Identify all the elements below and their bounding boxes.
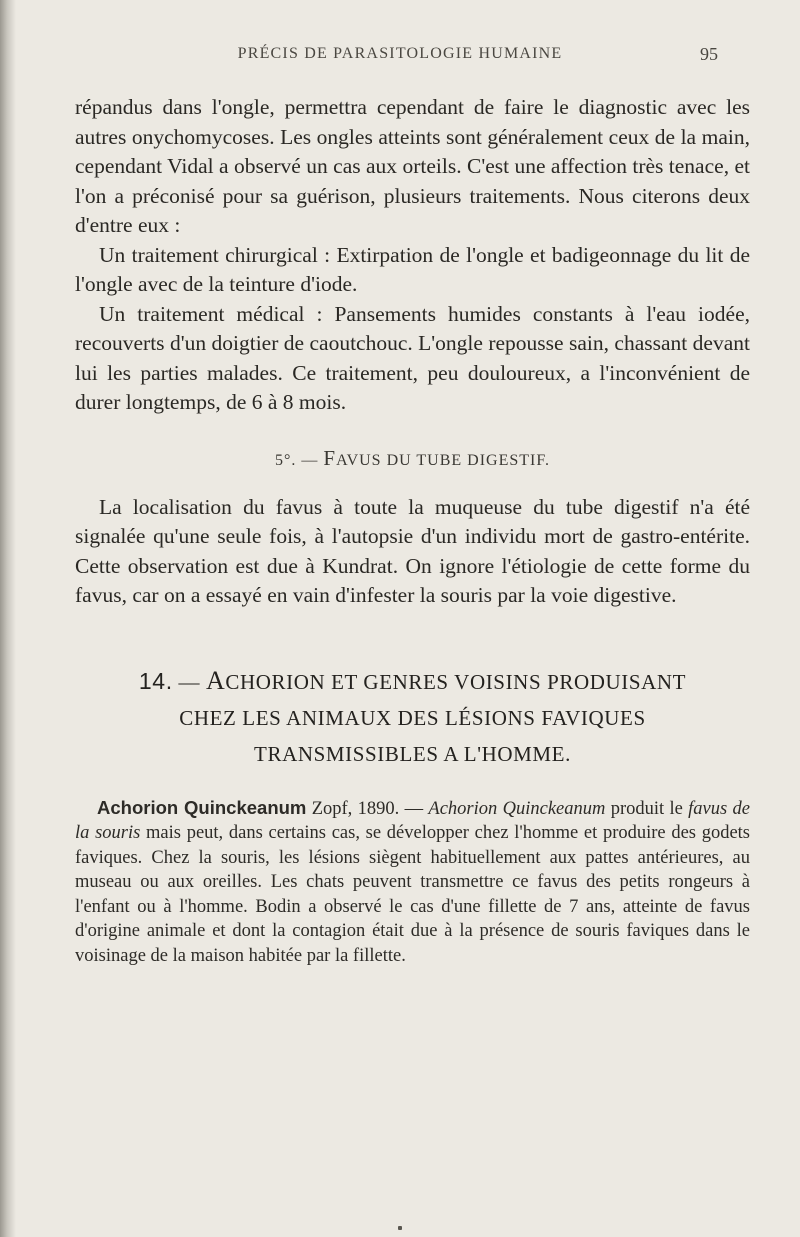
paragraph-digestive-favus: La localisation du favus à toute la muqueuse du tube digestif n'a été signalée qu'une seule fois, à l'autopsie d'un individu mort de gastro-entérite. Cette observation est due à Kundrat. On ignore l'étiologie de cette forme du favus, car on a essayé en vain d'infester la souris par la voie digestive. <box>75 494 750 607</box>
section-heading-line-3: TRANSMISSIBLES A L'HOMME. <box>254 741 571 766</box>
section-heading <box>75 663 750 772</box>
section-initial: A <box>206 665 226 695</box>
section-dash: — <box>172 669 206 694</box>
section-title-line-1: CHORION ET GENRES VOISINS PRODUISANT <box>225 669 687 694</box>
paragraph-achorion-quinckeanum <box>75 796 750 969</box>
species-author: Zopf, 1890. — <box>306 798 429 819</box>
running-head: PRÉCIS DE PARASITOLOGIE HUMAINE <box>237 45 563 62</box>
section-number: 14. <box>138 667 173 694</box>
subsection-number: 5°. <box>274 451 297 469</box>
paragraph-onychomycosis: répandus dans l'ongle, permettra cependant de faire le diagnostic avec les autres onychomycoses. Les ongles atteints sont généralement ceux de la main, cependant Vidal a observé un cas aux orteils. C'est une affection très tenace, et l'on a préconisé pour sa guérison, plusieurs traitements. Nous citerons deux d'entre eux : <box>75 95 750 237</box>
subsection-initial: F <box>323 445 337 470</box>
species-name-bold: Achorion Quinckeanum <box>97 796 307 818</box>
section-heading-line-2: CHEZ LES ANIMAUX DES LÉSIONS FAVIQUES <box>179 705 646 730</box>
produces-text: produit le <box>605 798 689 819</box>
subsection-title: AVUS DU TUBE DIGESTIF. <box>336 451 550 469</box>
bottom-mark <box>398 1226 402 1230</box>
subsection-heading <box>75 446 750 471</box>
favus-souris-italic: favus de la souris <box>75 798 750 843</box>
section-heading-line-1 <box>75 663 750 700</box>
subsection-dash: — <box>296 451 324 469</box>
paragraph-rest: mais peut, dans certains cas, se développer chez l'homme et produire des godets faviques. Chez la souris, les lésions siègent habituellement aux pattes antérieures, au museau ou aux oreilles. Les chats peuvent transmettre ce favus des petits rongeurs à l'enfant ou à l'homme. Bodin a observé le cas d'une fillette de 7 ans, atteinte de favus d'origine animale et dont la contagion était due à la présence de souris faviques dans le voisinage de la maison habitée par la fillette. <box>75 823 750 966</box>
species-name-italic: Achorion Quinckeanum <box>428 798 606 819</box>
main-text <box>75 93 750 968</box>
page-number: 95 <box>700 44 718 64</box>
paragraph-surgical-treatment: Un traitement chirurgical : Extirpation de l'ongle et badigeonnage du lit de l'ongle avec de la teinture d'iode. <box>75 242 750 296</box>
paragraph-medical-treatment: Un traitement médical : Pansements humides constants à l'eau iodée, recouverts d'un doigtier de caoutchouc. L'ongle repousse sain, chassant devant lui les parties malades. Ce traitement, peu douloureux, a l'inconvénient de durer longtemps, de 6 à 8 mois. <box>75 301 750 414</box>
